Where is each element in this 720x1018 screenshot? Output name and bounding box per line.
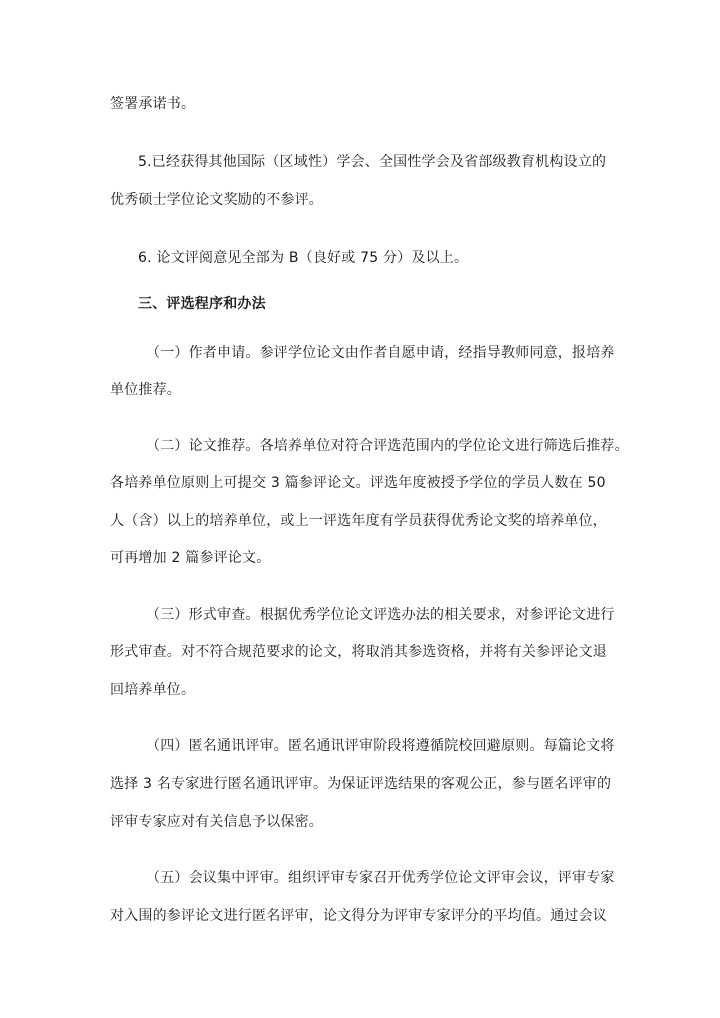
step-2-line-1: （二）论文推荐。各培养单位对符合评选范围内的学位论文进行筛选后推荐。 [146, 438, 629, 454]
step-1-line-2: 单位推荐。 [110, 382, 181, 398]
step-4-line-1: （四）匿名通讯评审。匿名通讯评审阶段将遵循院校回避原则。每篇论文将 [146, 738, 615, 754]
step-2-line-2: 各培养单位原则上可提交 3 篇参评论文。评选年度被授予学位的学员人数在 50 [110, 475, 606, 491]
step-5-line-2: 对入围的参评论文进行匿名评审，论文得分为评审专家评分的平均值。通过会议 [110, 908, 607, 924]
step-4-line-3: 评审专家应对有关信息予以保密。 [110, 814, 323, 830]
step-3-line-2: 形式审查。对不符合规范要求的论文，将取消其参选资格，并将有关参评论文退 [110, 644, 607, 660]
text-line: 签署承诺书。 [110, 96, 196, 112]
step-3-line-3: 回培养单位。 [110, 682, 196, 698]
paragraph-5-line-1: 5.已经获得其他国际（区域性）学会、全国性学会及省部级教育机构设立的 [138, 154, 607, 170]
section-heading: 三、评选程序和办法 [138, 296, 266, 312]
step-3-line-1: （三）形式审查。根据优秀学位论文评选办法的相关要求，对参评论文进行 [146, 607, 615, 623]
step-5-line-1: （五）会议集中评审。组织评审专家召开优秀学位论文评审会议，评审专家 [146, 870, 615, 886]
step-2-line-4: 可再增加 2 篇参评论文。 [110, 550, 271, 566]
paragraph-5-line-2: 优秀硕士学位论文奖励的不参评。 [110, 192, 323, 208]
step-2-line-3: 人（含）以上的培养单位，或上一评选年度有学员获得优秀论文奖的培养单位， [110, 513, 607, 529]
paragraph-6: 6. 论文评阅意见全部为 B（良好或 75 分）及以上。 [138, 250, 469, 266]
step-1-line-1: （一）作者申请。参评学位论文由作者自愿申请，经指导教师同意，报培养 [146, 345, 615, 361]
step-4-line-2: 选择 3 名专家进行匿名通讯评审。为保证评选结果的客观公正，参与匿名评审的 [110, 776, 612, 792]
